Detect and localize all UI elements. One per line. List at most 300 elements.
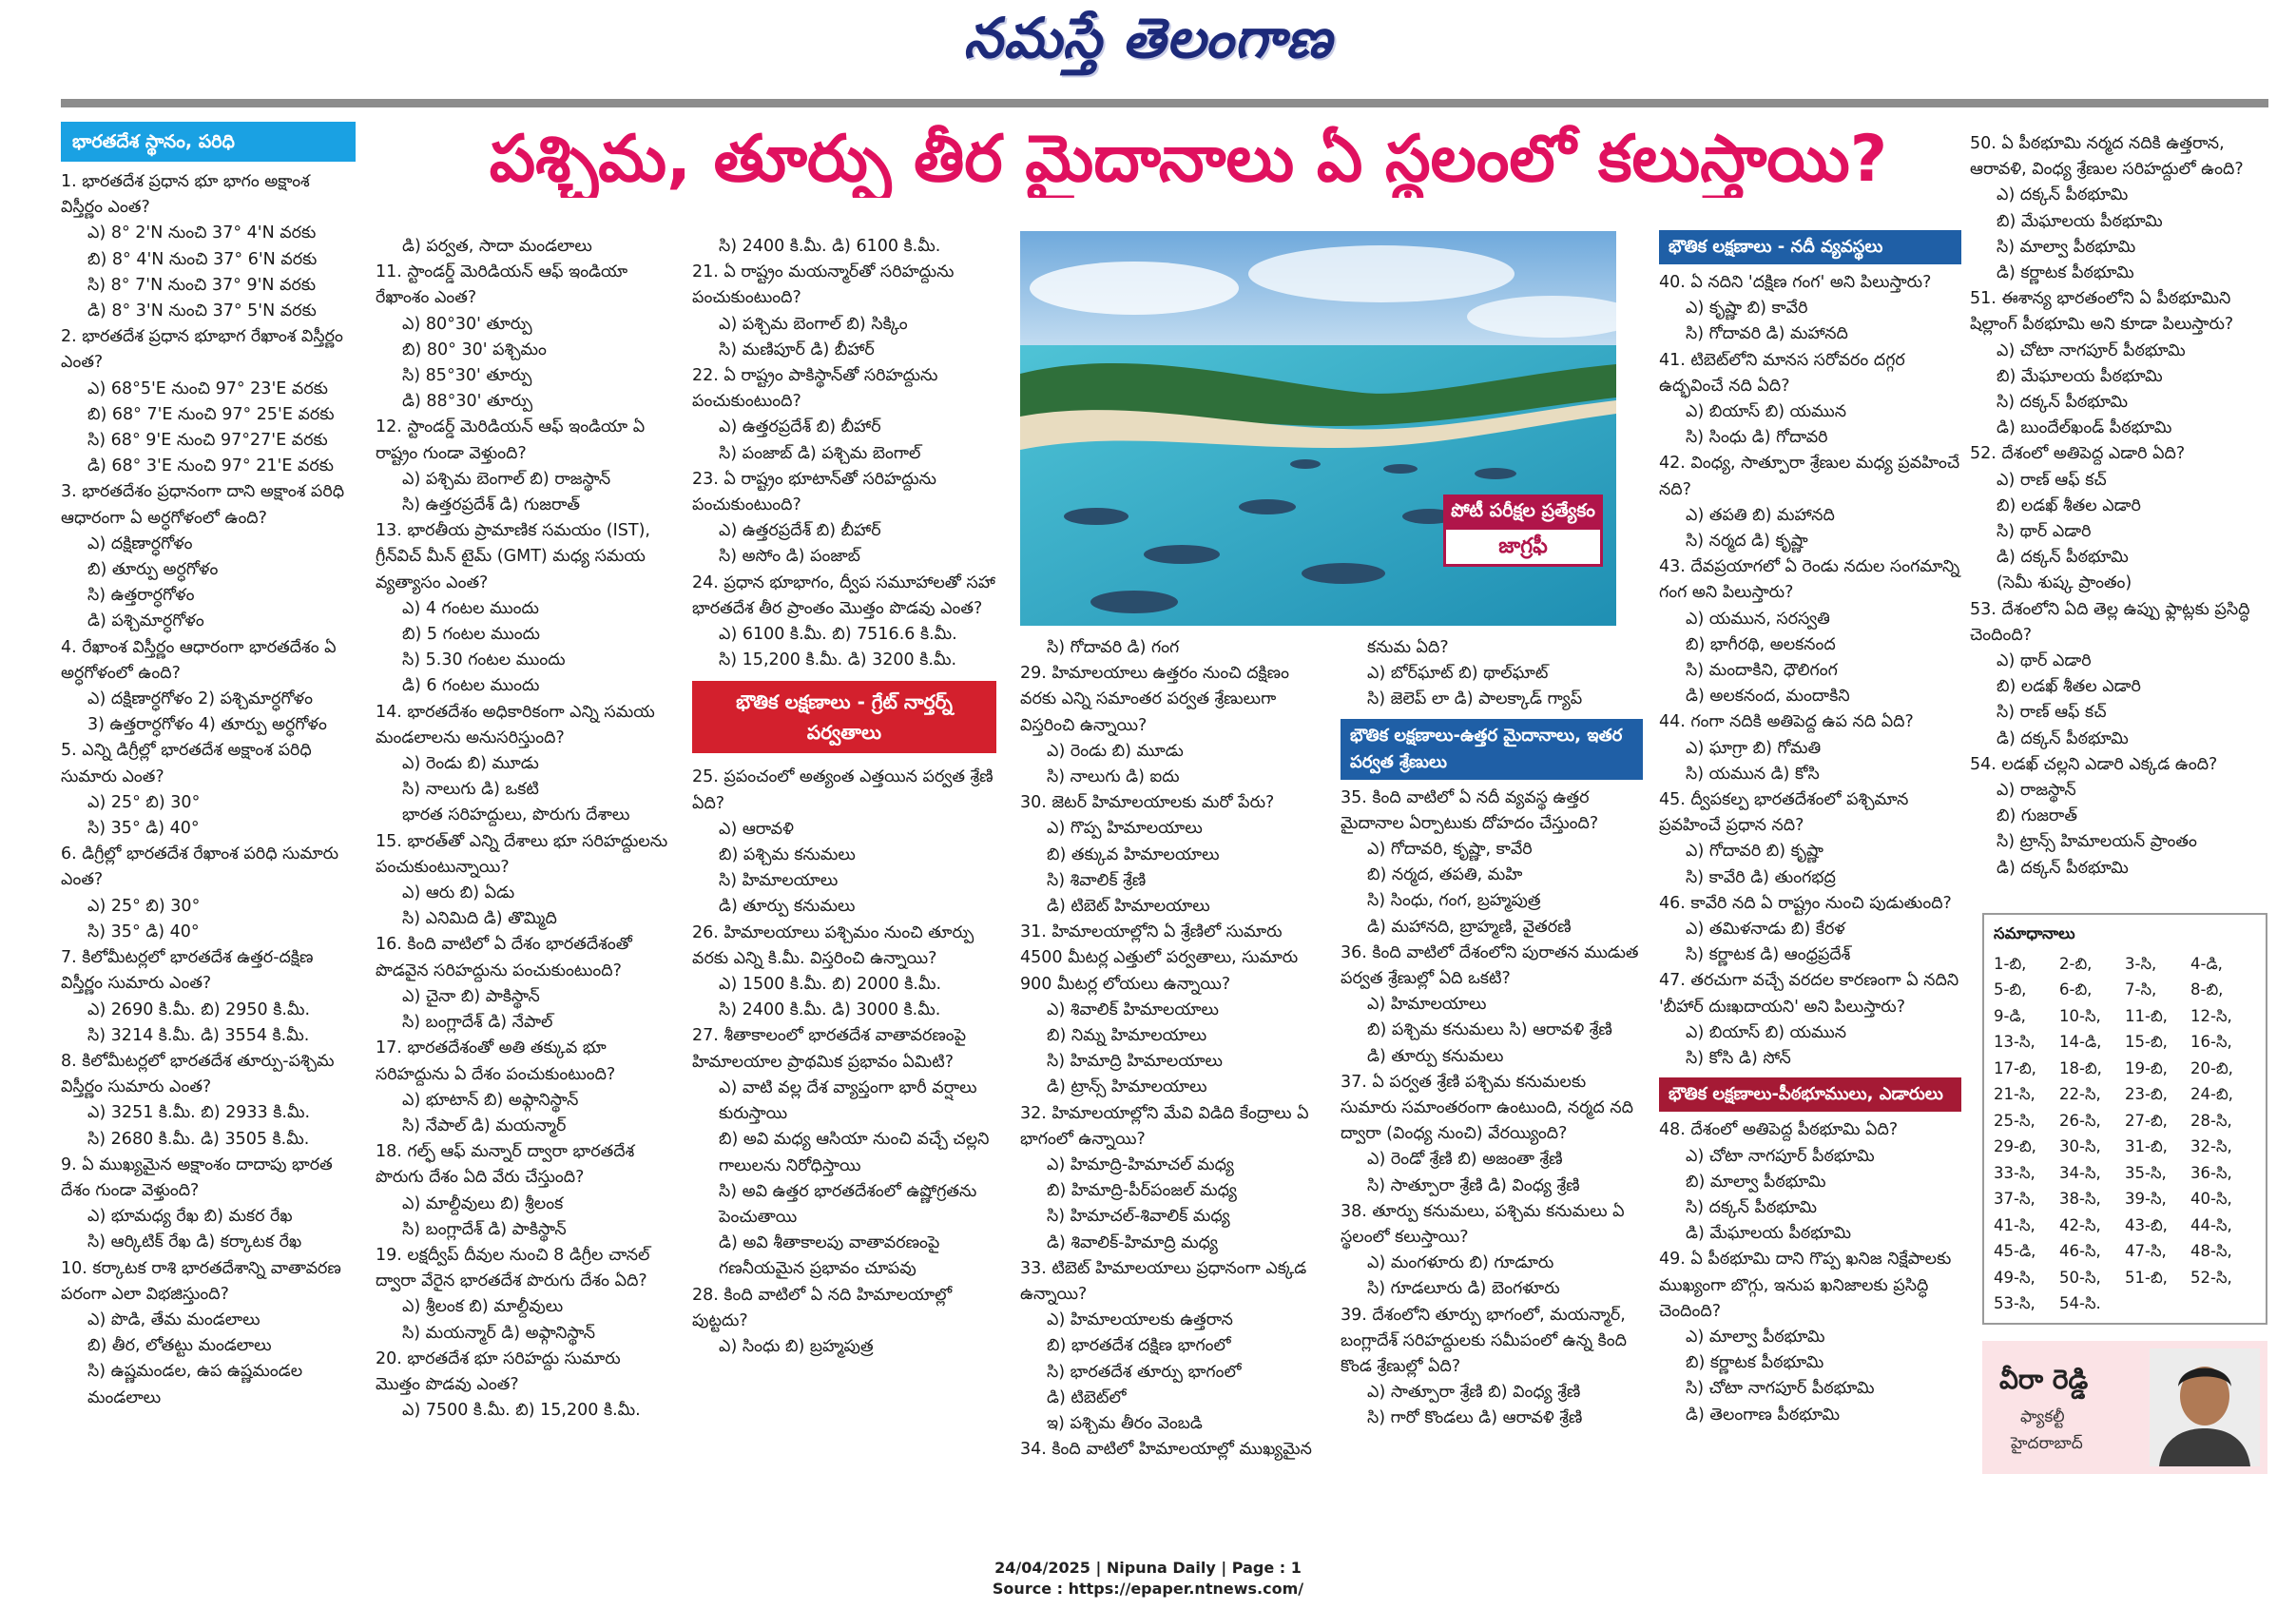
answer-grid xyxy=(1994,951,2256,1317)
answer-item: 47-సి, xyxy=(2125,1242,2167,1260)
option-text: ఎ) మాల్వా పీఠభూమి xyxy=(1686,1327,1825,1347)
option-text: సి) జెలెప్ లా డి) పాలక్కాడ్ గ్యాప్ xyxy=(1367,689,1583,709)
answer-item: 40-సి, xyxy=(2190,1190,2232,1208)
answer-item: 7-సి, xyxy=(2125,980,2157,999)
option-text: ఎ) ఘాగ్రా బి) గోమతి xyxy=(1686,738,1822,758)
question-text: 17. భారతదేశంతో అతి తక్కువ భూ సరిహద్దును ఏ దేశం పంచుకుంటుంది? xyxy=(376,1038,616,1084)
option-text: ఎ) తమిళనాడు బి) కేరళ xyxy=(1686,920,1845,940)
answer-item: 32-సి, xyxy=(2190,1137,2232,1155)
question-list xyxy=(692,234,996,673)
option-text: డి) అవి శీతాకాలపు వాతావరణంపై గణనీయమైన ప్రభావం చూపవు xyxy=(719,1233,940,1279)
option-text: ఎ) దక్షిణార్ధగోళం xyxy=(87,533,193,553)
option-text: సి) నాలుగు డి) ఐదు xyxy=(1047,767,1180,787)
option-text: ఎ) బియాస్ బి) యమున xyxy=(1686,1022,1846,1042)
option-text: సి) నాలుగు డి) ఒకటి xyxy=(402,780,539,800)
question-text: 50. ఏ పీఠభూమి నర్మద నదికి ఉత్తరాన, ఆరావళి, వింధ్య శ్రేణుల సరిహద్దులో ఉంది? xyxy=(1970,134,2244,180)
option-text: బి) మేఘాలయ పీఠభూమి xyxy=(1997,211,2163,231)
option-text: డి) తూర్పు కనుమలు xyxy=(1367,1046,1504,1066)
option-text: సి) మందాకిని, ధౌలిగంగ xyxy=(1686,661,1838,681)
question-text: 29. హిమాలయాలు ఉత్తరం నుంచి దక్షిణం వరకు ఎన్ని సమాంతర పర్వత శ్రేణులుగా విస్తరించి ఉన్నాయి? xyxy=(1020,664,1290,735)
option-text: సి) మయన్మార్ డి) అఫ్గానిస్థాన్ xyxy=(402,1323,596,1343)
question-text: 53. దేశంలోని ఏది తెల్ల ఉప్పు ఫ్లాట్లకు ప్రసిద్ధి చెందింది? xyxy=(1970,599,2250,645)
question-text: 3. భారతదేశం ప్రధానంగా దాని అక్షాంశ పరిధి ఆధారంగా ఏ అర్ధగోళంలో ఉంది? xyxy=(61,482,345,528)
answer-item: 13-సి, xyxy=(1994,1033,2036,1051)
option-text: సి) నేపాల్ డి) మయన్మార్ xyxy=(402,1115,567,1135)
special-badge xyxy=(1443,495,1603,601)
column-6 xyxy=(1659,224,1961,1428)
question-text: 37. ఏ పర్వత శ్రేణి పశ్చిమ కనుమలకు సుమారు సమాంతరంగా ఉంటుంది, నర్మద నది ద్వారా (వింధ్య నుంచి) వేరయ్యింది? xyxy=(1341,1072,1633,1144)
question-text: 20. భారతదేశ భూ సరిహద్దు సుమారు మొత్తం పొడవు ఎంత? xyxy=(376,1348,621,1394)
answer-item: 54-సి. xyxy=(2059,1294,2101,1312)
answer-item: 51-బి, xyxy=(2125,1268,2168,1287)
option-text: సి) రాణ్ ఆఫ్ కచ్ xyxy=(1997,703,2107,723)
question-text: 52. దేశంలో అతిపెద్ద ఎడారి ఏది? xyxy=(1970,444,2186,464)
answer-item: 50-సి, xyxy=(2059,1268,2101,1287)
option-text: డి) టిబెట్ హిమాలయాలు xyxy=(1047,897,1210,917)
option-text: డి) తూర్పు కనుమలు xyxy=(719,897,856,917)
column-5 xyxy=(1341,635,1643,1432)
question-list xyxy=(1341,635,1643,713)
option-text: ఇ) పశ్చిమ తీరం వెంబడి xyxy=(1047,1414,1203,1434)
question-text: 6. డిగ్రీల్లో భారతదేశ రేఖాంశ పరిధి సుమారు ఎంత? xyxy=(61,844,339,890)
option-text: ఎ) మాల్దీవులు బి) శ్రీలంక xyxy=(402,1193,564,1213)
option-text: బి) 68° 7'E నుంచి 97° 25'E వరకు xyxy=(87,404,335,424)
option-text: ఎ) రెండు బి) మూడు xyxy=(1047,741,1184,761)
answer-item: 30-సి, xyxy=(2059,1137,2101,1155)
option-text: ఎ) పశ్చిమ బెంగాల్ బి) రాజస్థాన్ xyxy=(402,469,611,489)
question-text: 15. భారత్‌తో ఎన్ని దేశాలు భూ సరిహద్దులను పంచుకుంటున్నాయి? xyxy=(376,831,668,877)
author-role: ఫ్యాకల్టీ xyxy=(2020,1407,2065,1426)
answer-item: 44-సి, xyxy=(2190,1215,2232,1234)
option-text: ఎ) చైనా బి) పాకిస్థాన్ xyxy=(402,986,540,1006)
answer-item: 39-సి, xyxy=(2125,1190,2167,1208)
option-text: సి) యమున డి) కోసి xyxy=(1686,764,1820,784)
option-text: సి) సింధు డి) గోదావరి xyxy=(1686,428,1828,448)
option-text: ఎ) వాటి వల్ల దేశ వ్యాప్తంగా భారీ వర్షాలు కురుస్తాయి xyxy=(719,1077,977,1124)
answer-item: 31-బి, xyxy=(2125,1137,2168,1155)
question-text: 54. లడఖ్ చల్లని ఎడారి ఎక్కడ ఉంది? xyxy=(1970,754,2218,774)
option-text: బి) నర్మద, తపతి, మహి xyxy=(1367,865,1523,885)
option-text: సి) 2400 కి.మీ. డి) 6100 కి.మీ. xyxy=(719,237,941,256)
question-text: 8. కిలోమీటర్లలో భారతదేశ తూర్పు-పశ్చిమ విస్తీర్ణం సుమారు ఎంత? xyxy=(61,1051,335,1097)
answer-item: 19-బి, xyxy=(2125,1058,2168,1077)
option-text: డి) అలకనంద, మందాకిని xyxy=(1686,687,1850,707)
option-text: డి) మహానది, బ్రాహ్మణి, వైతరణి xyxy=(1367,917,1572,937)
answer-item: 24-బి, xyxy=(2190,1085,2233,1103)
option-text: ఎ) ఉత్తరప్రదేశ్ బి) బీహార్ xyxy=(719,521,881,541)
answer-item: 48-సి, xyxy=(2190,1242,2232,1260)
option-text: బి) 8° 4'N నుంచి 37° 6'N వరకు xyxy=(87,249,318,269)
question-list xyxy=(1341,786,1643,1432)
option-text: ఎ) 80°30' తూర్పు xyxy=(402,314,532,334)
answer-item: 26-సి, xyxy=(2059,1111,2101,1130)
option-text: ఎ) ఆరావళి xyxy=(719,819,794,839)
option-text: డి) మేఘాలయ పీఠభూమి xyxy=(1686,1224,1852,1244)
option-text: ఎ) భూటాన్ బి) అఫ్గానిస్థాన్ xyxy=(402,1090,579,1110)
option-text: బి) భారతదేశ దక్షిణ భాగంలో xyxy=(1047,1336,1231,1356)
footer-source-line: Source : https://epaper.ntnews.com/ xyxy=(992,1580,1304,1598)
author-photo xyxy=(2150,1348,2260,1466)
option-text: సి) 2400 కి.మీ. డి) 3000 కి.మీ. xyxy=(719,1000,941,1020)
option-text: సి) హిమాద్రి హిమాలయాలు xyxy=(1047,1052,1223,1072)
question-text: 7. కిలోమీటర్లలో భారతదేశ ఉత్తర-దక్షిణ విస్తీర్ణం సుమారు ఎంత? xyxy=(61,948,314,994)
option-text: సి) గారో కొండలు డి) ఆరావళి శ్రేణి xyxy=(1367,1408,1583,1428)
column-4 xyxy=(1020,635,1324,1464)
question-list xyxy=(61,169,356,1411)
option-text: బి) తక్కువ హిమాలయాలు xyxy=(1047,844,1220,864)
option-text: ఎ) బోర్‌ఘాట్ బి) థాల్‌ఘాట్ xyxy=(1367,664,1549,684)
option-text: సి) 8° 7'N నుంచి 37° 9'N వరకు xyxy=(87,275,317,295)
option-text: సి) కోసి డి) సోన్ xyxy=(1686,1049,1791,1069)
option-text: ఎ) యమున, సరస్వతి xyxy=(1686,609,1830,629)
author-place: హైదరాబాద్ xyxy=(2011,1434,2083,1453)
question-text: 35. కింది వాటిలో ఏ నదీ వ్యవస్థ ఉత్తర మైదానాల ఏర్పాటుకు దోహదం చేస్తుంది? xyxy=(1341,787,1599,833)
option-text: ఎ) 25° బి) 30° xyxy=(87,896,201,916)
option-text: ఎ) 4 గంటల ముందు xyxy=(402,598,539,618)
question-text: 48. దేశంలో అతిపెద్ద పీఠభూమి ఏది? xyxy=(1659,1120,1899,1140)
answer-item: 6-బి, xyxy=(2059,980,2093,999)
option-text: డి) 8° 3'N నుంచి 37° 5'N వరకు xyxy=(87,301,317,321)
option-text: సి) ట్రాన్స్ హిమాలయన్ ప్రాంతం xyxy=(1997,832,2197,852)
column-3 xyxy=(692,234,996,1360)
question-text: 13. భారతీయ ప్రామాణిక సమయం (IST), గ్రీన్‌విచ్ మీన్ టైమ్ (GMT) మధ్య సమయ వ్యత్యాసం ఎంత? xyxy=(376,521,650,592)
answer-item: 43-బి, xyxy=(2125,1215,2168,1234)
option-text: సి) 2680 కి.మీ. డి) 3505 కి.మీ. xyxy=(87,1129,310,1149)
question-text: 22. ఏ రాష్ట్రం పాకిస్థాన్‌తో సరిహద్దును పంచుకుంటుంది? xyxy=(692,366,938,412)
section-heading: భౌతిక లక్షణాలు-పీఠభూములు, ఎడారులు xyxy=(1659,1077,1961,1112)
option-text: ఎ) సింధు బి) బ్రహ్మపుత్ర xyxy=(719,1336,874,1356)
option-text: ఎ) పశ్చిమ బెంగాల్ బి) సిక్కిం xyxy=(719,314,908,334)
badge-subject: జాగ్రఫీ xyxy=(1443,527,1603,567)
answer-item: 23-బి, xyxy=(2125,1085,2168,1103)
question-list xyxy=(1659,270,1961,1072)
option-text: ఎ) 7500 కి.మీ. బి) 15,200 కి.మీ. xyxy=(402,1401,641,1421)
option-text: డి) 6 గంటల ముందు xyxy=(402,676,540,696)
option-text: సి) హిమాచల్-శివాలిక్ మధ్య xyxy=(1047,1207,1230,1227)
answer-item: 49-సి, xyxy=(1994,1268,2036,1287)
option-text: డి) దక్కన్ పీఠభూమి xyxy=(1997,858,2129,878)
option-text: ఎ) తపతి బి) మహానది xyxy=(1686,505,1835,525)
column-7 xyxy=(1970,131,2272,882)
option-text: సి) చోటా నాగపూర్ పీఠభూమి xyxy=(1686,1379,1875,1399)
option-text: సి) బంగ్లాదేశ్ డి) పాకిస్థాన్ xyxy=(402,1219,567,1239)
author-avatar-icon xyxy=(2150,1348,2260,1466)
section-heading: భౌతిక లక్షణాలు - గ్రేట్ నార్తర్న్ పర్వతాలు xyxy=(692,681,996,753)
option-text: ఎ) ఆరు బి) ఏడు xyxy=(402,883,515,903)
option-text: బి) తూర్పు అర్ధగోళం xyxy=(87,560,219,580)
option-text: ఎ) రెండు బి) మూడు xyxy=(402,754,539,774)
page-footer xyxy=(0,1558,2296,1600)
option-text: సి) అసోం డి) పంజాబ్ xyxy=(719,547,860,567)
question-text: 36. కింది వాటిలో దేశంలోని పురాతన ముడుత పర్వత శ్రేణుల్లో ఏది ఒకటి? xyxy=(1341,942,1639,989)
question-text: 51. ఈశాన్య భారతంలోని ఏ పీఠభూమిని షిల్లాంగ్ పీఠభూమి అని కూడా పిలుస్తారు? xyxy=(1970,289,2234,335)
answer-item: 16-సి, xyxy=(2190,1033,2232,1051)
answer-item: 17-బి, xyxy=(1994,1058,2036,1077)
option-text: బి) పశ్చిమ కనుమలు సి) ఆరావళి శ్రేణి xyxy=(1367,1020,1612,1040)
option-text: సి) 85°30' తూర్పు xyxy=(402,366,532,386)
option-text: బి) మాల్వా పీఠభూమి xyxy=(1686,1172,1826,1192)
option-text: ఎ) శ్రీలంక బి) మాల్దీవులు xyxy=(402,1297,564,1317)
answer-item: 20-బి, xyxy=(2190,1058,2233,1077)
answer-item: 35-సి, xyxy=(2125,1163,2167,1182)
option-text: ఎ) 25° బి) 30° xyxy=(87,792,201,812)
question-text: 30. జెటర్ హిమాలయాలకు మరో పేరు? xyxy=(1020,793,1275,813)
answer-item: 38-సి, xyxy=(2059,1190,2101,1208)
option-text: సి) 5.30 గంటల ముందు xyxy=(402,650,566,670)
option-text: బి) మేఘాలయ పీఠభూమి xyxy=(1997,366,2163,386)
option-text: ఎ) చోటా నాగపూర్ పీఠభూమి xyxy=(1686,1146,1875,1166)
option-text: ఎ) 2690 కి.మీ. బి) 2950 కి.మీ. xyxy=(87,999,311,1019)
answer-item: 3-సి, xyxy=(2125,954,2157,973)
option-text: డి) 68° 3'E నుంచి 97° 21'E వరకు xyxy=(87,456,334,476)
question-text: 12. స్టాండర్డ్ మెరిడియన్ ఆఫ్ ఇండియా ఏ రాష్ట్రం గుండా వెళ్తుంది? xyxy=(376,417,646,463)
question-text: 32. హిమాలయాల్లోని మేవి విడిది కేంద్రాలు ఏ భాగంలో ఉన్నాయి? xyxy=(1020,1103,1309,1149)
option-text: ఎ) రాజస్థాన్ xyxy=(1997,781,2076,801)
answer-item: 37-సి, xyxy=(1994,1190,2036,1208)
option-text: ఎ) హిమాలయాలకు ఉత్తరాన xyxy=(1047,1310,1233,1330)
answer-key-title: సమాధానాలు xyxy=(1994,924,2075,942)
option-text: ఎ) గోదావరి, కృష్ణా, కావేరి xyxy=(1367,840,1533,860)
header-rule xyxy=(61,99,2268,107)
question-text: 40. ఏ నదిని 'దక్షిణ గంగ' అని పిలుస్తారు? xyxy=(1659,273,1932,292)
author-name: వీరా రెడ్డి xyxy=(1999,1364,2089,1395)
question-text: 14. భారతదేశం అధికారికంగా ఎన్ని సమయ మండలాలను అనుసరిస్తుంది? xyxy=(376,702,655,747)
option-text: ఎ) బియాస్ బి) యమున xyxy=(1686,402,1846,422)
answer-item: 1-బి, xyxy=(1994,954,2027,973)
answer-item: 5-బి, xyxy=(1994,980,2027,999)
question-text: 44. గంగా నదికి అతిపెద్ద ఉప నది ఏది? xyxy=(1659,712,1914,732)
option-text: సి) 3214 కి.మీ. డి) 3554 కి.మీ. xyxy=(87,1025,310,1045)
option-text: బి) 80° 30' పశ్చిమం xyxy=(402,339,547,359)
option-text: బి) హిమాద్రి-పీర్‌పంజల్ మధ్య xyxy=(1047,1181,1237,1201)
newspaper-logo: నమస్తే తెలంగాణ xyxy=(963,6,1333,70)
option-text: బి) లడఖ్ శీతల ఎడారి xyxy=(1997,677,2141,697)
option-text: బి) అవి మధ్య ఆసియా నుంచి వచ్చే చల్లని గాలులను నిరోధిస్తాయి xyxy=(719,1130,990,1175)
option-text: సి) ఉష్ణమండల, ఉప ఉష్ణమండల మండలాలు xyxy=(87,1362,303,1407)
answer-item: 15-బి, xyxy=(2125,1033,2168,1051)
option-text: ఎ) భూమధ్య రేఖ బి) మకర రేఖ xyxy=(87,1207,293,1227)
answer-item: 41-సి, xyxy=(1994,1215,2036,1234)
option-text: సి) నర్మద డి) కృష్ణా xyxy=(1686,532,1808,552)
option-text: బి) నిమ్న హిమాలయాలు xyxy=(1047,1026,1207,1046)
option-text: బి) పశ్చిమ కనుమలు xyxy=(719,845,856,865)
option-text: సి) పంజాబ్ డి) పశ్చిమ బెంగాల్ xyxy=(719,443,921,463)
question-text: 46. కావేరి నది ఏ రాష్ట్రం నుంచి పుడుతుంది? xyxy=(1659,893,1952,913)
option-text: ఎ) శివాలిక్ హిమాలయాలు xyxy=(1047,999,1219,1019)
option-text: సి) బంగ్లాదేశ్ డి) నేపాల్ xyxy=(402,1013,553,1033)
option-text: ఎ) మంగళూరు బి) గూడూరు xyxy=(1367,1253,1554,1273)
option-text: సి) ఆర్కిటిక్ రేఖ డి) కర్కాటక రేఖ xyxy=(87,1232,302,1252)
answer-item: 29-బి, xyxy=(1994,1137,2036,1155)
option-text: ఎ) 1500 కి.మీ. బి) 2000 కి.మీ. xyxy=(719,975,942,995)
option-text: డి) దక్కన్ పీఠభూమి xyxy=(1997,548,2129,568)
question-text: 47. తరచుగా వచ్చే వరదల కారణంగా ఏ నదిని 'బీహార్ దుఃఖదాయని' అని పిలుస్తారు? xyxy=(1659,971,1959,1017)
option-text: సి) దక్కన్ పీఠభూమి xyxy=(1686,1197,1818,1217)
answer-item: 8-బి, xyxy=(2190,980,2224,999)
question-text: 5. ఎన్ని డిగ్రీల్లో భారతదేశ అక్షాంశ పరిధి సుమారు ఎంత? xyxy=(61,741,312,786)
option-text: సి) కావేరి డి) తుంగభద్ర xyxy=(1686,867,1836,887)
question-list xyxy=(1970,131,2272,882)
question-text: 2. భారతదేశ ప్రధాన భూభాగ రేఖాంశ విస్తీర్ణం ఎంత? xyxy=(61,327,343,373)
option-text: సి) హిమాలయాలు xyxy=(719,871,839,891)
option-text: ఎ) దక్షిణార్ధగోళం 2) పశ్చిమార్ధగోళం xyxy=(87,689,313,709)
question-text: 21. ఏ రాష్ట్రం మయన్మార్‌తో సరిహద్దును పంచుకుంటుంది? xyxy=(692,262,955,308)
option-text: సి) శివాలిక్ శ్రేణి xyxy=(1047,870,1147,890)
question-text: 28. కింది వాటిలో ఏ నది హిమాలయాల్లో పుట్టదు? xyxy=(692,1285,953,1330)
answer-item: 52-సి, xyxy=(2190,1268,2232,1287)
question-text: 24. ప్రధాన భూభాగం, ద్వీప సమూహాలతో సహా భారతదేశ తీర ప్రాంతం మొత్తం పొడవు ఎంత? xyxy=(692,572,995,618)
option-text: సి) 35° డి) 40° xyxy=(87,819,200,839)
page-headline: పశ్చిమ, తూర్పు తీర మైదానాలు ఏ స్థలంలో కలుస్తాయి? xyxy=(489,122,1888,197)
option-text: ఎ) పొడి, తేమ మండలాలు xyxy=(87,1309,260,1329)
option-text: ఎ) హిమాలయాలు xyxy=(1367,995,1487,1015)
option-text: ఎ) సాత్పూరా శ్రేణి బి) వింధ్య శ్రేణి xyxy=(1367,1383,1581,1403)
option-text: ఎ) రెండో శ్రేణి బి) అజంతా శ్రేణి xyxy=(1367,1150,1563,1170)
option-text: కనుమ ఏది? xyxy=(1367,638,1449,657)
question-text: 4. రేఖాంశ విస్తీర్ణం ఆధారంగా భారతదేశం ఏ అర్ధగోళంలో ఉంది? xyxy=(61,637,337,683)
option-text: ఎ) రాణ్ ఆఫ్ కచ్ xyxy=(1997,470,2107,490)
answer-item: 10-సి, xyxy=(2059,1006,2101,1025)
answer-item: 34-సి, xyxy=(2059,1163,2101,1182)
option-text: ఎ) 8° 2'N నుంచి 37° 4'N వరకు xyxy=(87,223,317,243)
option-text: డి) టిబెట్‌లో xyxy=(1047,1387,1127,1407)
option-text: ఎ) 3251 కి.మీ. బి) 2933 కి.మీ. xyxy=(87,1103,311,1123)
answer-key xyxy=(1982,913,2267,1325)
question-text: 27. శీతాకాలంలో భారతదేశ వాతావరణంపై హిమాలయాల ప్రాథమిక ప్రభావం ఏమిటి? xyxy=(692,1026,967,1072)
option-text: ఎ) హిమాద్రి-హిమాచల్ మధ్య xyxy=(1047,1155,1234,1175)
question-text: 26. హిమాలయాలు పశ్చిమం నుంచి తూర్పు వరకు ఎన్ని కి.మీ. విస్తరించి ఉన్నాయి? xyxy=(692,922,974,968)
option-text: సి) గూడలూరు డి) బెంగళూరు xyxy=(1367,1279,1560,1299)
question-text: 10. కర్కాటక రాశి భారతదేశాన్ని వాతావరణ పరంగా ఎలా విభజిస్తుంది? xyxy=(61,1258,341,1304)
answer-item: 25-సి, xyxy=(1994,1111,2036,1130)
question-list xyxy=(1659,1117,1961,1427)
question-text: 38. తూర్పు కనుమలు, పశ్చిమ కనుమలు ఏ స్థలంలో కలుస్తాయి? xyxy=(1341,1201,1625,1248)
column-2 xyxy=(376,234,670,1424)
question-text: 42. వింధ్య, సాత్పూరా శ్రేణుల మధ్య ప్రవహించే నది? xyxy=(1659,454,1960,499)
answer-item: 21-సి, xyxy=(1994,1085,2036,1103)
answer-item: 33-సి, xyxy=(1994,1163,2036,1182)
question-text: 25. ప్రపంచంలో అత్యంత ఎత్తయిన పర్వత శ్రేణి ఏది? xyxy=(692,767,994,813)
option-text: సి) అవి ఉత్తర భారతదేశంలో ఉష్ణోగ్రతను పెంచుతాయి xyxy=(719,1181,977,1227)
option-text: బి) కర్ణాటక పీఠభూమి xyxy=(1686,1353,1824,1373)
question-text: 19. లక్షద్వీప్ దీవుల నుంచి 8 డిగ్రీల చానల్ ద్వారా వేరైన భారతదేశ పొరుగు దేశం ఏది? xyxy=(376,1245,650,1291)
question-list xyxy=(692,765,996,1360)
option-text: డి) దక్కన్ పీఠభూమి xyxy=(1997,728,2129,748)
option-text: సి) ఎనిమిది డి) తొమ్మిది xyxy=(402,909,557,929)
answer-item: 18-బి, xyxy=(2059,1058,2102,1077)
answer-item: 53-సి, xyxy=(1994,1294,2036,1312)
option-text: ఎ) దక్కన్ పీఠభూమి xyxy=(1997,185,2129,205)
section-heading: భౌతిక లక్షణాలు - నదీ వ్యవస్థలు xyxy=(1659,230,1961,264)
option-text: డి) కర్ణాటక పీఠభూమి xyxy=(1997,263,2134,283)
option-text: సి) మణిపూర్ డి) బీహార్ xyxy=(719,339,875,359)
option-text: డి) బుందేల్‌ఖండ్ పీఠభూమి xyxy=(1997,418,2172,438)
option-text: ఎ) 68°5'E నుంచి 97° 23'E వరకు xyxy=(87,378,328,398)
option-text: 3) ఉత్తరార్ధగోళం 4) తూర్పు అర్ధగోళం xyxy=(87,715,327,735)
masthead xyxy=(0,6,2296,82)
option-text: భారత సరిహద్దులు, పొరుగు దేశాలు xyxy=(402,805,630,825)
option-text: బి) భాగీరథి, అలకనంద xyxy=(1686,634,1836,654)
option-text: డి) పర్వత, సాదా మండలాలు xyxy=(402,237,592,256)
option-text: బి) గుజరాత్ xyxy=(1997,806,2077,826)
option-text: ఎ) థార్ ఎడారి xyxy=(1997,651,2092,671)
question-list xyxy=(376,234,670,1424)
question-text: 18. గల్ఫ్ ఆఫ్ మన్నార్ ద్వారా భారతదేశ పొరుగు దేశం ఏది వేరు చేస్తుంది? xyxy=(376,1142,635,1188)
option-text: డి) తెలంగాణ పీఠభూమి xyxy=(1686,1405,1840,1425)
answer-item: 4-డి, xyxy=(2190,954,2223,973)
section-heading: భారతదేశ స్థానం, పరిధి xyxy=(61,122,356,162)
option-text: ఎ) ఉత్తరప్రదేశ్ బి) బీహార్ xyxy=(719,417,881,437)
option-text: సి) గోదావరి డి) గంగ xyxy=(1047,638,1180,657)
option-text: సి) దక్కన్ పీఠభూమి xyxy=(1997,393,2129,413)
question-text: 43. దేవప్రయాగలో ఏ రెండు నదుల సంగమాన్ని గంగ అని పిలుస్తారు? xyxy=(1659,557,1960,603)
question-text: 41. టిబెట్‌లోని మానస సరోవరం దగ్గర ఉద్భవించే నది ఏది? xyxy=(1659,350,1905,396)
badge-title: పోటీ పరీక్షల ప్రత్యేకం xyxy=(1443,495,1603,527)
question-text: 49. ఏ పీఠభూమి దాని గొప్ప ఖనిజ నిక్షేపాలకు ముఖ్యంగా బొగ్గు, ఇనుప ఖనిజాలకు ప్రసిద్ధి చెందింది? xyxy=(1659,1250,1952,1321)
option-text: డి) పశ్చిమార్ధగోళం xyxy=(87,611,204,631)
question-text: 16. కింది వాటిలో ఏ దేశం భారతదేశంతో పొడవైన సరిహద్దును పంచుకుంటుంది? xyxy=(376,935,632,980)
option-text: సి) సాత్పూరా శ్రేణి డి) వింధ్య శ్రేణి xyxy=(1367,1175,1580,1195)
option-text: సి) కర్ణాటక డి) ఆంధ్రప్రదేశ్ xyxy=(1686,945,1851,965)
answer-item: 27-బి, xyxy=(2125,1111,2168,1130)
option-text: సి) సింధు, గంగ, బ్రహ్మపుత్ర xyxy=(1367,891,1541,911)
answer-item: 45-డి, xyxy=(1994,1242,2036,1260)
answer-item: 28-సి, xyxy=(2190,1111,2232,1130)
answer-item: 42-సి, xyxy=(2059,1215,2101,1234)
option-text: సి) 15,200 కి.మీ. డి) 3200 కి.మీ. xyxy=(719,650,957,670)
option-text: ఎ) చోటా నాగపూర్ పీఠభూమి xyxy=(1997,340,2186,360)
answer-item: 11-బి, xyxy=(2125,1006,2168,1025)
question-text: 39. దేశంలోని తూర్పు భాగంలో, మయన్మార్, బంగ్లాదేశ్ సరిహద్దులకు సమీపంలో ఉన్న కింది కొండ శ్రేణుల్లో ఏది? xyxy=(1341,1305,1628,1377)
answer-item: 46-సి, xyxy=(2059,1242,2101,1260)
question-text: 9. ఏ ముఖ్యమైన అక్షాంశం దాదాపు భారత దేశం గుండా వెళ్తుంది? xyxy=(61,1154,333,1200)
option-text: (సెమీ శుష్క ప్రాంతం) xyxy=(1997,573,2132,593)
option-text: ఎ) కృష్ణా బి) కావేరి xyxy=(1686,299,1808,319)
option-text: సి) 68° 9'E నుంచి 97°27'E వరకు xyxy=(87,431,328,451)
answer-item: 9-డి, xyxy=(1994,1006,2026,1025)
option-text: సి) భారతదేశ తూర్పు భాగంలో xyxy=(1047,1362,1242,1382)
answer-item: 22-సి, xyxy=(2059,1085,2101,1103)
option-text: డి) ట్రాన్స్ హిమాలయాలు xyxy=(1047,1077,1207,1097)
option-text: బి) లడఖ్ శీతల ఎడారి xyxy=(1997,495,2141,515)
option-text: సి) థార్ ఎడారి xyxy=(1997,522,2092,542)
answer-item: 14-డి, xyxy=(2059,1033,2102,1051)
option-text: సి) 35° డి) 40° xyxy=(87,921,200,941)
question-text: 45. ద్వీపకల్ప భారతదేశంలో పశ్చిమాన ప్రవహించే ప్రధాన నది? xyxy=(1659,790,1909,836)
option-text: ఎ) గొప్ప హిమాలయాలు xyxy=(1047,819,1203,839)
question-text: 1. భారతదేశ ప్రధాన భూ భాగం అక్షాంశ విస్తీర్ణం ఎంత? xyxy=(61,172,310,218)
question-text: 11. స్టాండర్డ్ మెరిడియన్ ఆఫ్ ఇండియా రేఖాంశం ఎంత? xyxy=(376,262,628,308)
author-box xyxy=(1982,1341,2267,1474)
footer-date-line: 24/04/2025 | Nipuna Daily | Page : 1 xyxy=(994,1559,1302,1577)
question-list xyxy=(1020,635,1324,1464)
column-1 xyxy=(61,122,356,1411)
option-text: సి) మాల్వా పీఠభూమి xyxy=(1997,237,2136,257)
option-text: ఎ) 6100 కి.మీ. బి) 7516.6 కి.మీ. xyxy=(719,625,957,645)
option-text: సి) ఉత్తరార్ధగోళం xyxy=(87,586,195,606)
question-text: 33. టిబెట్ హిమాలయాలు ప్రధానంగా ఎక్కడ ఉన్నాయి? xyxy=(1020,1258,1307,1305)
option-text: డి) 88°30' తూర్పు xyxy=(402,392,533,412)
option-text: సి) గోదావరి డి) మహానది xyxy=(1686,324,1848,344)
question-text: 34. కింది వాటిలో హిమాలయాల్లో ముఖ్యమైన xyxy=(1020,1440,1312,1460)
option-text: డి) శివాలిక్-హిమాద్రి మధ్య xyxy=(1047,1232,1218,1252)
section-heading: భౌతిక లక్షణాలు-ఉత్తర మైదానాలు, ఇతర పర్వత శ్రేణులు xyxy=(1341,719,1643,780)
option-text: సి) ఉత్తరప్రదేశ్ డి) గుజరాత్ xyxy=(402,495,581,515)
answer-item: 12-సి, xyxy=(2190,1006,2232,1025)
answer-item: 2-బి, xyxy=(2059,954,2093,973)
option-text: బి) 5 గంటల ముందు xyxy=(402,625,540,645)
question-text: 31. హిమాలయాల్లోని ఏ శ్రేణిలో సుమారు 4500 మీటర్ల ఎత్తులో పర్వతాలు, సుమారు 900 మీటర్ల లోయలు ఉన్నాయి? xyxy=(1020,922,1299,994)
